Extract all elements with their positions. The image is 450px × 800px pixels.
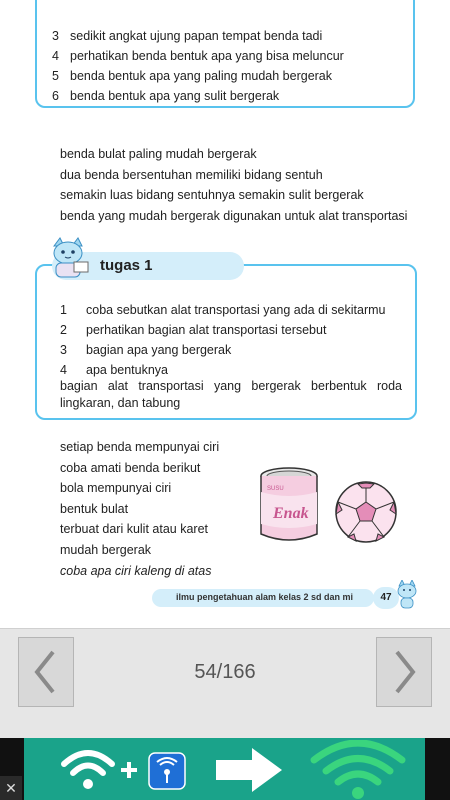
chevron-right-icon: [377, 638, 431, 706]
item-number: 6: [52, 89, 59, 103]
ciri-line: bentuk bulat: [60, 501, 129, 516]
summary-line: dua benda bersentuhan memiliki bidang sentuh: [60, 167, 323, 182]
summary-line: semakin luas bidang sentuhnya semakin sulit bergerak: [60, 188, 364, 202]
item-number: 1: [60, 303, 67, 317]
list-item: [52, 26, 344, 46]
ciri-line: mudah bergerak: [60, 542, 152, 557]
wifi-app-icon: [148, 752, 186, 790]
item-text: perhatikan bagian alat transportasi tersebut: [86, 323, 327, 337]
strong-wifi-icon: [308, 740, 408, 800]
list-item: [52, 66, 344, 86]
close-icon[interactable]: ✕: [0, 776, 22, 800]
ad-banner[interactable]: [0, 738, 450, 800]
item-text: benda bentuk apa yang sulit bergerak: [70, 89, 280, 103]
ciri-line: coba amati benda berikut: [60, 460, 201, 475]
summary-line: benda yang mudah bergerak digunakan untuk alat transportasi: [60, 208, 408, 223]
item-text: perhatikan benda bentuk apa yang bisa meluncur: [70, 49, 344, 63]
page-counter: 54/166: [194, 661, 256, 683]
can-question: coba apa ciri kaleng di atas: [60, 564, 212, 578]
tugas-title: tugas 1: [100, 257, 153, 274]
list-item: [60, 320, 385, 340]
footer-cat-icon: [396, 580, 418, 610]
ciri-text: [60, 437, 219, 560]
list-item: [52, 86, 344, 106]
list-item: [60, 360, 385, 380]
page-number: 47: [373, 587, 399, 609]
milk-can-illustration: [255, 466, 323, 546]
item-text: sedikit angkat ujung papan tempat benda tadi: [70, 29, 323, 43]
item-number: 5: [52, 69, 59, 83]
item-text: bagian apa yang bergerak: [86, 343, 232, 357]
book-title: ilmu pengetahuan alam kelas 2 sd dan mi: [176, 592, 354, 602]
item-text: benda bentuk apa yang paling mudah bergerak: [70, 69, 333, 83]
reader-navigation-bar: [0, 628, 450, 739]
summary-line: benda bulat paling mudah bergerak: [60, 147, 257, 161]
ad-right-edge: [425, 738, 450, 800]
list-item: [52, 46, 344, 66]
wifi-icon: [58, 746, 118, 792]
item-number: 4: [60, 363, 67, 377]
item-number: 3: [60, 343, 67, 357]
item-number: 2: [60, 323, 67, 337]
tugas-list: [60, 300, 385, 380]
previous-page-button[interactable]: [18, 637, 74, 707]
can-small-label: SUSU: [267, 486, 284, 492]
next-page-button[interactable]: [376, 637, 432, 707]
ciri-line: bola mempunyai ciri: [60, 481, 172, 495]
tugas-note: bagian alat transportasi yang bergerak berbentuk roda lingkaran, dan tabung: [60, 379, 402, 410]
list-item: [60, 300, 385, 320]
arrow-right-icon: [212, 744, 286, 796]
ciri-line: terbuat dari kulit atau karet: [60, 522, 208, 536]
chevron-left-icon: [19, 638, 73, 706]
activity-steps-list: [52, 26, 344, 106]
plus-icon: [119, 760, 139, 780]
item-number: 4: [52, 49, 59, 63]
ciri-line: setiap benda mempunyai ciri: [60, 440, 220, 454]
item-text: apa bentuknya: [86, 363, 169, 377]
item-text: coba sebutkan alat transportasi yang ada di sekitarmu: [86, 303, 386, 317]
ball-illustration: [334, 480, 398, 544]
can-label: Enak: [273, 505, 309, 522]
cat-mascot-icon: [48, 236, 92, 285]
summary-text: [60, 144, 407, 226]
list-item: [60, 340, 385, 360]
item-number: 3: [52, 29, 59, 43]
